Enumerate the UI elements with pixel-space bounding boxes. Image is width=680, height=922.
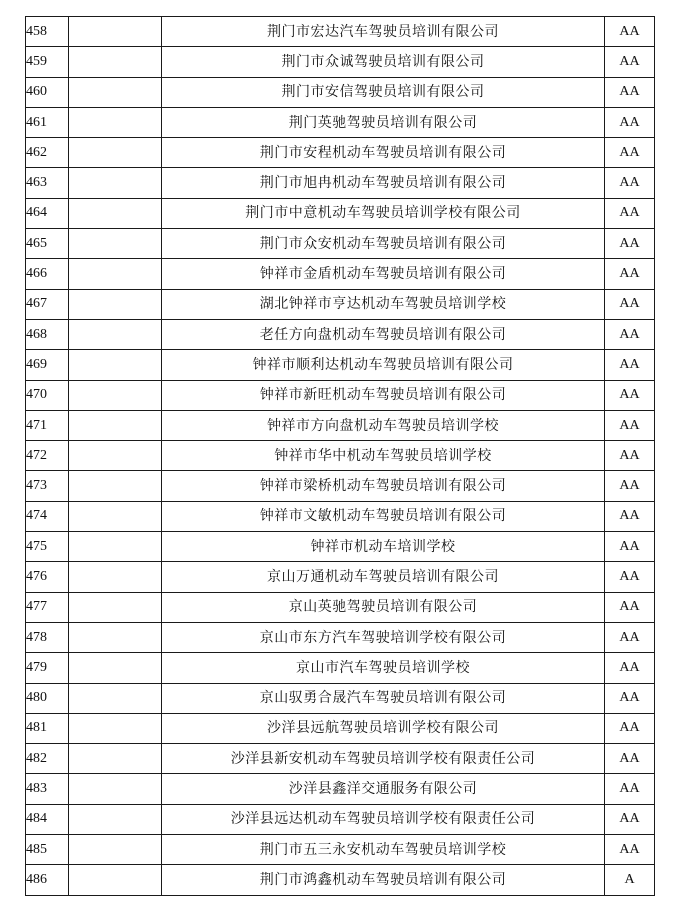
table-row [26, 441, 655, 471]
company-name-cell: 京山驭勇合晟汽车驾驶员培训有限公司 [162, 683, 605, 713]
company-name-cell: 湖北钟祥市亨达机动车驾驶员培训学校 [162, 289, 605, 319]
grade-cell: AA [605, 168, 655, 198]
grade-cell: AA [605, 380, 655, 410]
blank-cell [69, 17, 162, 47]
company-name-cell: 荆门市鸿鑫机动车驾驶员培训有限公司 [162, 865, 605, 895]
table-row [26, 198, 655, 228]
company-name-cell: 荆门市宏达汽车驾驶员培训有限公司 [162, 17, 605, 47]
blank-cell [69, 410, 162, 440]
rating-table [25, 16, 655, 896]
table-row [26, 683, 655, 713]
company-name-cell: 钟祥市机动车培训学校 [162, 532, 605, 562]
company-name-cell: 老任方向盘机动车驾驶员培训有限公司 [162, 319, 605, 349]
row-number-cell: 467 [26, 289, 69, 319]
blank-cell [69, 683, 162, 713]
company-name-cell: 钟祥市方向盘机动车驾驶员培训学校 [162, 410, 605, 440]
grade-cell: AA [605, 744, 655, 774]
company-name-cell: 钟祥市梁桥机动车驾驶员培训有限公司 [162, 471, 605, 501]
table-row [26, 501, 655, 531]
row-number-cell: 482 [26, 744, 69, 774]
company-name-cell: 沙洋县鑫洋交通服务有限公司 [162, 774, 605, 804]
grade-cell: A [605, 865, 655, 895]
table-row [26, 744, 655, 774]
blank-cell [69, 592, 162, 622]
row-number-cell: 485 [26, 835, 69, 865]
blank-cell [69, 532, 162, 562]
blank-cell [69, 562, 162, 592]
row-number-cell: 466 [26, 259, 69, 289]
table-row [26, 410, 655, 440]
row-number-cell: 486 [26, 865, 69, 895]
row-number-cell: 473 [26, 471, 69, 501]
company-name-cell: 荆门市众安机动车驾驶员培训有限公司 [162, 229, 605, 259]
blank-cell [69, 138, 162, 168]
blank-cell [69, 319, 162, 349]
company-name-cell: 京山市东方汽车驾驶培训学校有限公司 [162, 622, 605, 652]
blank-cell [69, 774, 162, 804]
row-number-cell: 477 [26, 592, 69, 622]
blank-cell [69, 622, 162, 652]
company-name-cell: 荆门市安信驾驶员培训有限公司 [162, 77, 605, 107]
blank-cell [69, 168, 162, 198]
company-name-cell: 沙洋县远航驾驶员培训学校有限公司 [162, 713, 605, 743]
blank-cell [69, 107, 162, 137]
table-row [26, 17, 655, 47]
grade-cell: AA [605, 259, 655, 289]
table-row [26, 865, 655, 895]
table-row [26, 289, 655, 319]
row-number-cell: 475 [26, 532, 69, 562]
row-number-cell: 479 [26, 653, 69, 683]
blank-cell [69, 804, 162, 834]
grade-cell: AA [605, 319, 655, 349]
row-number-cell: 464 [26, 198, 69, 228]
row-number-cell: 480 [26, 683, 69, 713]
blank-cell [69, 653, 162, 683]
row-number-cell: 474 [26, 501, 69, 531]
table-row [26, 77, 655, 107]
grade-cell: AA [605, 47, 655, 77]
company-name-cell: 钟祥市顺利达机动车驾驶员培训有限公司 [162, 350, 605, 380]
company-name-cell: 荆门市五三永安机动车驾驶员培训学校 [162, 835, 605, 865]
blank-cell [69, 744, 162, 774]
grade-cell: AA [605, 138, 655, 168]
grade-cell: AA [605, 410, 655, 440]
row-number-cell: 483 [26, 774, 69, 804]
rating-table-body [26, 17, 655, 896]
grade-cell: AA [605, 229, 655, 259]
company-name-cell: 京山万通机动车驾驶员培训有限公司 [162, 562, 605, 592]
row-number-cell: 471 [26, 410, 69, 440]
grade-cell: AA [605, 77, 655, 107]
row-number-cell: 481 [26, 713, 69, 743]
table-row [26, 713, 655, 743]
company-name-cell: 沙洋县远达机动车驾驶员培训学校有限责任公司 [162, 804, 605, 834]
blank-cell [69, 289, 162, 319]
company-name-cell: 京山英驰驾驶员培训有限公司 [162, 592, 605, 622]
table-row [26, 592, 655, 622]
grade-cell: AA [605, 501, 655, 531]
blank-cell [69, 501, 162, 531]
table-row [26, 562, 655, 592]
grade-cell: AA [605, 835, 655, 865]
table-row [26, 168, 655, 198]
table-row [26, 319, 655, 349]
table-row [26, 107, 655, 137]
blank-cell [69, 835, 162, 865]
grade-cell: AA [605, 350, 655, 380]
company-name-cell: 沙洋县新安机动车驾驶员培训学校有限责任公司 [162, 744, 605, 774]
blank-cell [69, 471, 162, 501]
grade-cell: AA [605, 289, 655, 319]
blank-cell [69, 380, 162, 410]
blank-cell [69, 47, 162, 77]
row-number-cell: 460 [26, 77, 69, 107]
grade-cell: AA [605, 622, 655, 652]
row-number-cell: 459 [26, 47, 69, 77]
row-number-cell: 468 [26, 319, 69, 349]
table-row [26, 653, 655, 683]
company-name-cell: 京山市汽车驾驶员培训学校 [162, 653, 605, 683]
blank-cell [69, 865, 162, 895]
grade-cell: AA [605, 441, 655, 471]
grade-cell: AA [605, 17, 655, 47]
company-name-cell: 钟祥市金盾机动车驾驶员培训有限公司 [162, 259, 605, 289]
table-row [26, 774, 655, 804]
row-number-cell: 458 [26, 17, 69, 47]
table-row [26, 471, 655, 501]
table-row [26, 804, 655, 834]
blank-cell [69, 198, 162, 228]
table-row [26, 380, 655, 410]
blank-cell [69, 350, 162, 380]
grade-cell: AA [605, 471, 655, 501]
table-row [26, 622, 655, 652]
company-name-cell: 钟祥市华中机动车驾驶员培训学校 [162, 441, 605, 471]
table-row [26, 138, 655, 168]
table-row [26, 532, 655, 562]
company-name-cell: 钟祥市新旺机动车驾驶员培训有限公司 [162, 380, 605, 410]
table-row [26, 835, 655, 865]
table-row [26, 350, 655, 380]
table-row [26, 259, 655, 289]
company-name-cell: 荆门市旭冉机动车驾驶员培训有限公司 [162, 168, 605, 198]
company-name-cell: 荆门市中意机动车驾驶员培训学校有限公司 [162, 198, 605, 228]
grade-cell: AA [605, 774, 655, 804]
blank-cell [69, 713, 162, 743]
row-number-cell: 462 [26, 138, 69, 168]
row-number-cell: 470 [26, 380, 69, 410]
row-number-cell: 484 [26, 804, 69, 834]
table-row [26, 47, 655, 77]
row-number-cell: 465 [26, 229, 69, 259]
grade-cell: AA [605, 107, 655, 137]
grade-cell: AA [605, 713, 655, 743]
grade-cell: AA [605, 592, 655, 622]
blank-cell [69, 441, 162, 471]
blank-cell [69, 259, 162, 289]
company-name-cell: 荆门英驰驾驶员培训有限公司 [162, 107, 605, 137]
grade-cell: AA [605, 653, 655, 683]
row-number-cell: 478 [26, 622, 69, 652]
company-name-cell: 荆门市安程机动车驾驶员培训有限公司 [162, 138, 605, 168]
table-row [26, 229, 655, 259]
grade-cell: AA [605, 683, 655, 713]
row-number-cell: 469 [26, 350, 69, 380]
blank-cell [69, 77, 162, 107]
row-number-cell: 463 [26, 168, 69, 198]
blank-cell [69, 229, 162, 259]
grade-cell: AA [605, 804, 655, 834]
grade-cell: AA [605, 562, 655, 592]
row-number-cell: 461 [26, 107, 69, 137]
grade-cell: AA [605, 198, 655, 228]
company-name-cell: 钟祥市文敏机动车驾驶员培训有限公司 [162, 501, 605, 531]
company-name-cell: 荆门市众诚驾驶员培训有限公司 [162, 47, 605, 77]
row-number-cell: 476 [26, 562, 69, 592]
row-number-cell: 472 [26, 441, 69, 471]
grade-cell: AA [605, 532, 655, 562]
